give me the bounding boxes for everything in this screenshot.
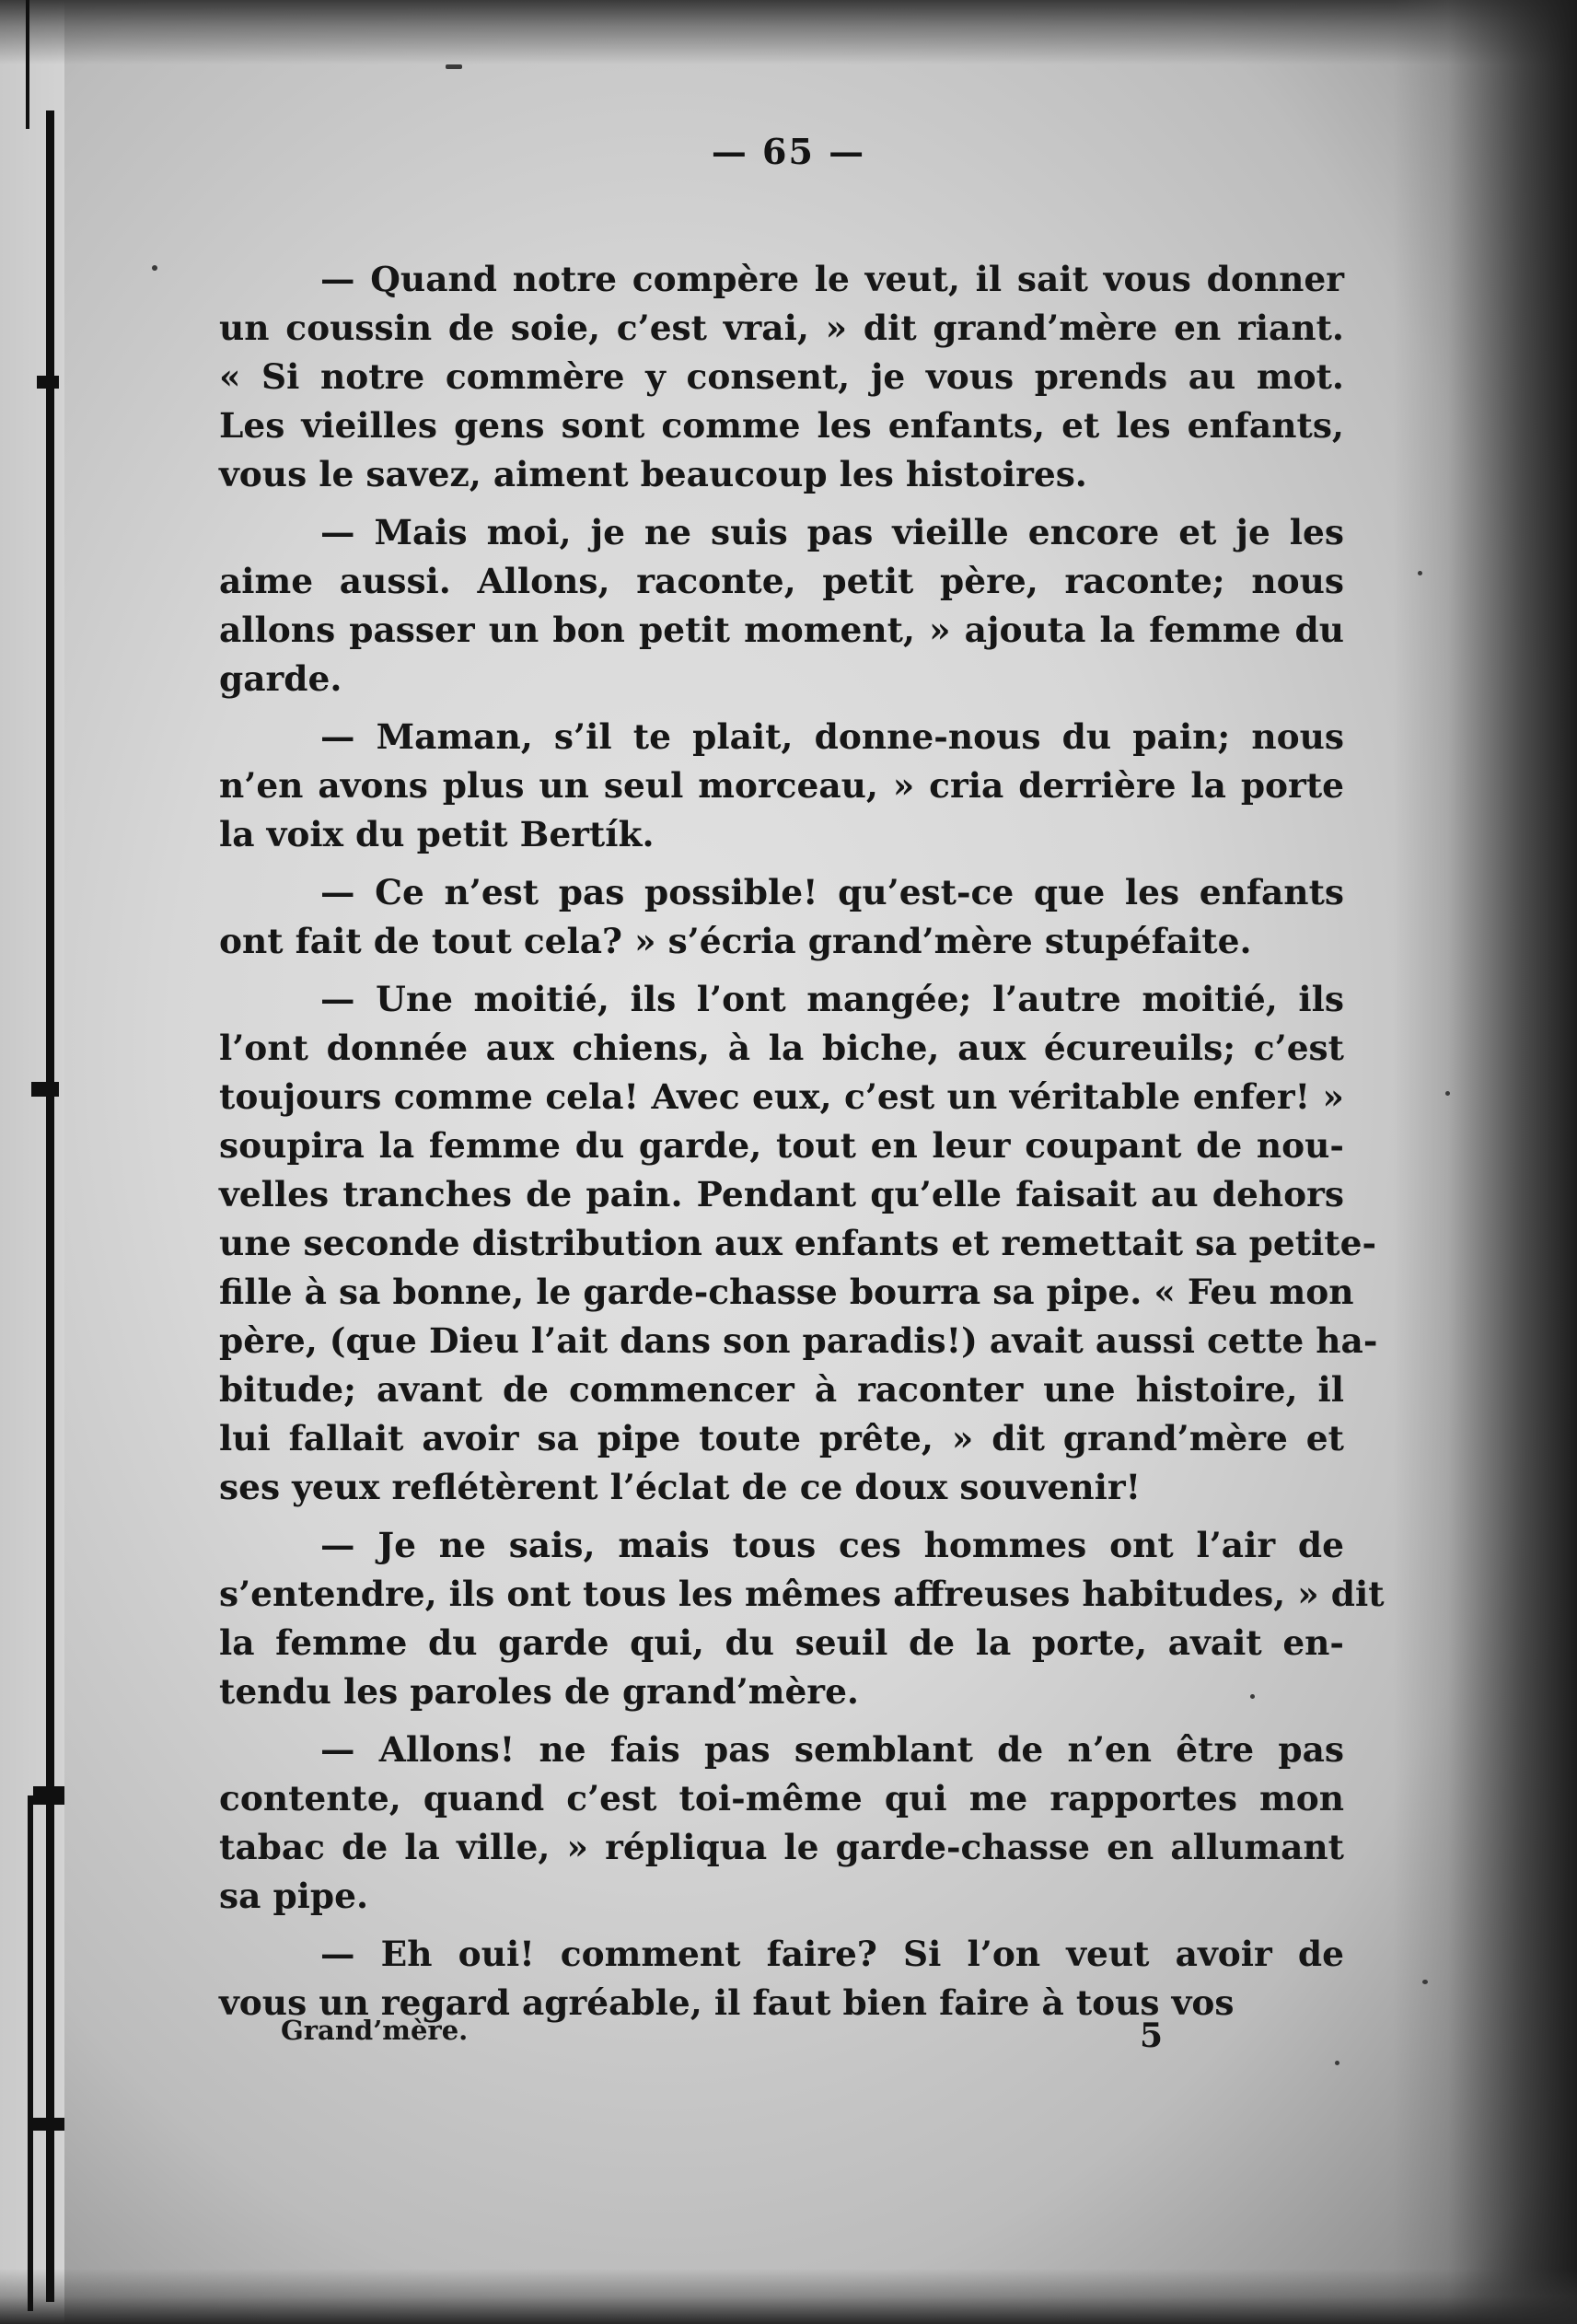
binding-notch — [31, 1082, 59, 1097]
dust-speck — [1445, 1091, 1450, 1096]
paragraph — [219, 1726, 1344, 1921]
text-line: l’ont donnée aux chiens, à la biche, aux écureuils; c’est — [219, 1028, 1344, 1068]
signature-mark: 5 — [1140, 2016, 1164, 2055]
paragraph — [219, 868, 1344, 966]
text-line: — Eh oui! comment faire? Si l’on veut avoir de — [320, 1934, 1344, 1974]
paragraph — [219, 255, 1344, 499]
text-line: — Quand notre compère le veut, il sait vous donner — [320, 259, 1344, 299]
text-line: sa pipe. — [219, 1876, 369, 1916]
text-line: vous le savez, aiment beaucoup les histoires. — [219, 454, 1087, 494]
paragraph — [219, 713, 1344, 859]
text-line: — Maman, s’il te plait, donne-nous du pain; nous — [320, 716, 1344, 757]
text-line: « Si notre commère y consent, je vous prends au mot. — [219, 356, 1344, 397]
binding-edge-lower — [28, 1795, 33, 2311]
dust-speck — [446, 64, 462, 69]
text-line: bitude; avant de commencer à raconter une histoire, il — [219, 1369, 1344, 1410]
text-line: une seconde distribution aux enfants et remettait sa petite- — [219, 1223, 1377, 1263]
dust-speck — [1422, 1980, 1428, 1984]
text-line: n’en avons plus un seul morceau, » cria derrière la porte — [219, 765, 1344, 806]
binding-notch — [28, 2118, 64, 2131]
text-line: la voix du petit Bertík. — [219, 814, 655, 854]
text-line: aime aussi. Allons, raconte, petit père, raconte; nous — [219, 561, 1344, 601]
dust-speck — [1418, 571, 1422, 575]
text-line: Les vieilles gens sont comme les enfants, et les enfants, — [219, 405, 1344, 446]
text-line: — Allons! ne fais pas semblant de n’en être pas — [320, 1729, 1344, 1770]
paragraph — [219, 1521, 1385, 1716]
binding-notch — [37, 376, 59, 389]
dust-speck — [152, 265, 157, 271]
paragraph — [219, 508, 1344, 703]
text-line: s’entendre, ils ont tous les mêmes affreuses habitudes, » dit — [219, 1574, 1385, 1614]
paragraph — [219, 1930, 1344, 2028]
binding-edge-top — [26, 0, 29, 129]
text-line: ses yeux reflétèrent l’éclat de ce doux souvenir! — [219, 1467, 1142, 1507]
body-text — [219, 255, 1385, 2037]
page-right-shadow — [1393, 0, 1577, 2324]
binding-edge-line — [46, 110, 54, 2302]
dust-speck — [1335, 2061, 1339, 2065]
text-line: ont fait de tout cela? » s’écria grand’mère stupéfaite. — [219, 921, 1252, 961]
text-line: tendu les paroles de grand’mère. — [219, 1671, 859, 1712]
text-line: — Je ne sais, mais tous ces hommes ont l’air de — [320, 1525, 1344, 1565]
text-line: — Mais moi, je ne suis pas vieille encore et je les — [320, 512, 1344, 552]
text-line: garde. — [219, 658, 342, 699]
text-line: allons passer un bon petit moment, » ajouta la femme du — [219, 610, 1344, 650]
binding-notch — [33, 1786, 64, 1805]
text-line: velles tranches de pain. Pendant qu’elle faisait au dehors — [219, 1174, 1344, 1214]
text-line: soupira la femme du garde, tout en leur coupant de nou- — [219, 1125, 1344, 1166]
text-line: vous un regard agréable, il faut bien faire à tous vos — [219, 1982, 1235, 2023]
text-line: un coussin de soie, c’est vrai, » dit grand’mère en riant. — [219, 308, 1344, 348]
page-top-shadow — [0, 0, 1577, 64]
running-footer-title: Grand’mère. — [281, 2015, 469, 2046]
text-line: la femme du garde qui, du seuil de la porte, avait en- — [219, 1622, 1344, 1663]
page-number-header: — 65 — — [711, 131, 866, 172]
text-line: — Une moitié, ils l’ont mangée; l’autre moitié, ils — [320, 979, 1344, 1019]
page-bottom-shadow — [0, 2269, 1577, 2324]
text-line: fille à sa bonne, le garde-chasse bourra sa pipe. « Feu mon — [219, 1272, 1354, 1312]
text-line: — Ce n’est pas possible! qu’est-ce que les enfants — [320, 872, 1344, 912]
text-line: lui fallait avoir sa pipe toute prête, » dit grand’mère et — [219, 1418, 1344, 1458]
text-line: contente, quand c’est toi-même qui me rapportes mon — [219, 1778, 1344, 1819]
paragraph — [219, 975, 1378, 1512]
text-line: tabac de la ville, » répliqua le garde-chasse en allumant — [219, 1827, 1344, 1867]
text-line: toujours comme cela! Avec eux, c’est un véritable enfer! » — [219, 1076, 1344, 1117]
text-line: père, (que Dieu l’ait dans son paradis!) avait aussi cette ha- — [219, 1320, 1378, 1361]
